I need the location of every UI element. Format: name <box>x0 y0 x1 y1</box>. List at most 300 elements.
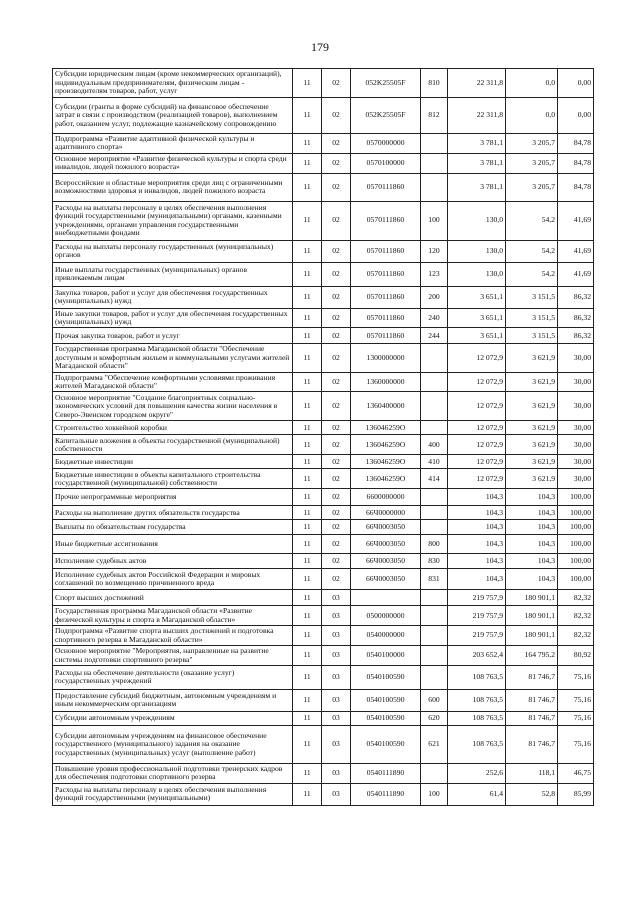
table-cell-expense-type: 831 <box>421 569 448 590</box>
table-cell-planned: 61,4 <box>448 783 506 805</box>
table-cell-expense-type <box>421 134 448 154</box>
table-cell-name: Строительство хоккейной коробки <box>53 421 293 435</box>
table-cell-expense-type: 200 <box>421 286 448 308</box>
table-cell-subsection: 02 <box>322 286 351 308</box>
table-cell-planned: 3 781,1 <box>448 134 506 154</box>
table-cell-subsection: 02 <box>322 201 351 240</box>
table-cell-executed: 180 901,1 <box>506 590 558 606</box>
table-cell-name: Иные закупки товаров, работ и услуг для обеспечения государственных (муниципальных) нужд <box>53 308 293 328</box>
table-cell-subsection: 03 <box>322 783 351 805</box>
table-cell-name: Подпрограмма "Обеспечение комфортными условиями проживания жителей Магаданской области" <box>53 372 293 392</box>
table-cell-target-article: 0570100000 <box>351 153 421 173</box>
table-cell-percent: 0,00 <box>558 98 594 134</box>
table-cell-name: Всероссийские и областные мероприятия среди лиц с ограниченными возможностями здоровья и инвалидов, людей пожилого возраста <box>53 173 293 201</box>
table-row <box>53 328 594 344</box>
table-cell-executed: 3 621,9 <box>506 455 558 469</box>
table-cell-target-article: 0540100590 <box>351 665 421 689</box>
table-cell-target-article: 136046259О <box>351 455 421 469</box>
table-row <box>53 173 594 201</box>
table-cell-section: 11 <box>293 535 322 554</box>
table-cell-percent: 30,00 <box>558 455 594 469</box>
table-cell-percent: 41,69 <box>558 201 594 240</box>
table-cell-executed: 104,3 <box>506 520 558 535</box>
table-cell-planned: 219 757,9 <box>448 590 506 606</box>
table-cell-planned: 22 311,8 <box>448 98 506 134</box>
table-cell-executed: 81 746,7 <box>506 689 558 711</box>
table-cell-name: Субсидии юридическим лицам (кроме некоммерческих организаций), индивидуальным предпринимателям, физическим лицам - производителям товаров, работ, услуг <box>53 69 293 98</box>
table-cell-planned: 130,0 <box>448 240 506 262</box>
table-cell-expense-type <box>421 421 448 435</box>
table-cell-target-article: 0500000000 <box>351 606 421 626</box>
table-cell-name: Исполнение судебных актов Российской Федерации и мировых соглашений по возмещению причиненного вреда <box>53 569 293 590</box>
table-row <box>53 98 594 134</box>
table-cell-target-article: 0540100590 <box>351 725 421 763</box>
table-cell-executed: 3 151,5 <box>506 308 558 328</box>
table-cell-planned: 3 651,1 <box>448 328 506 344</box>
table-cell-name: Подпрограмма «Развитие адаптивной физической культуры и адаптивного спорта» <box>53 134 293 154</box>
table-row <box>53 489 594 506</box>
table-cell-executed: 104,3 <box>506 506 558 520</box>
table-cell-subsection: 02 <box>322 134 351 154</box>
table-cell-subsection: 02 <box>322 392 351 421</box>
table-cell-section: 11 <box>293 435 322 455</box>
table-cell-percent: 82,32 <box>558 626 594 646</box>
table-cell-percent: 86,32 <box>558 328 594 344</box>
table-cell-executed: 3 151,5 <box>506 328 558 344</box>
table-cell-section: 11 <box>293 763 322 783</box>
table-cell-expense-type: 600 <box>421 689 448 711</box>
table-row <box>53 783 594 805</box>
table-cell-percent: 30,00 <box>558 469 594 489</box>
table-row <box>53 626 594 646</box>
table-cell-expense-type: 100 <box>421 201 448 240</box>
table-cell-expense-type <box>421 392 448 421</box>
table-cell-planned: 3 781,1 <box>448 173 506 201</box>
table-cell-section: 11 <box>293 344 322 372</box>
table-cell-percent: 30,00 <box>558 421 594 435</box>
table-cell-planned: 104,3 <box>448 520 506 535</box>
table-cell-executed: 0,0 <box>506 69 558 98</box>
table-row <box>53 469 594 489</box>
table-cell-percent: 30,00 <box>558 392 594 421</box>
table-cell-section: 11 <box>293 328 322 344</box>
table-cell-name: Бюджетные инвестиции <box>53 455 293 469</box>
table-cell-subsection: 02 <box>322 173 351 201</box>
table-row <box>53 392 594 421</box>
table-cell-subsection: 03 <box>322 665 351 689</box>
table-row <box>53 535 594 554</box>
table-cell-target-article: 136046259О <box>351 421 421 435</box>
table-cell-section: 11 <box>293 240 322 262</box>
table-cell-target-article: 66Ч0000000 <box>351 506 421 520</box>
table-cell-name: Основное мероприятие "Мероприятия, направленные на развитие системы подготовки спортивного резерва" <box>53 646 293 666</box>
table-cell-target-article: 0570000000 <box>351 134 421 154</box>
table-row <box>53 506 594 520</box>
table-cell-executed: 3 621,9 <box>506 392 558 421</box>
table-cell-percent: 84,78 <box>558 153 594 173</box>
table-cell-name: Прочие непрограммные мероприятия <box>53 489 293 506</box>
table-cell-section: 11 <box>293 725 322 763</box>
table-row <box>53 201 594 240</box>
table-cell-executed: 81 746,7 <box>506 711 558 725</box>
table-cell-target-article: 1300000000 <box>351 344 421 372</box>
table-row <box>53 646 594 666</box>
table-cell-expense-type: 400 <box>421 435 448 455</box>
table-cell-name: Субсидии автономным учреждениям на финансовое обеспечение государственного (муниципального) задания на оказание государственных (муниципальных) услуг (выполнение работ) <box>53 725 293 763</box>
table-row <box>53 262 594 286</box>
table-cell-subsection: 02 <box>322 469 351 489</box>
table-cell-section: 11 <box>293 783 322 805</box>
table-cell-target-article: 0570111860 <box>351 240 421 262</box>
table-cell-executed: 3 205,7 <box>506 153 558 173</box>
table-cell-planned: 104,3 <box>448 535 506 554</box>
table-cell-expense-type <box>421 489 448 506</box>
table-cell-name: Спорт высших достижений <box>53 590 293 606</box>
table-cell-subsection: 02 <box>322 489 351 506</box>
table-cell-percent: 30,00 <box>558 435 594 455</box>
table-cell-planned: 252,6 <box>448 763 506 783</box>
table-cell-section: 11 <box>293 372 322 392</box>
table-cell-section: 11 <box>293 646 322 666</box>
table-cell-percent: 75,16 <box>558 689 594 711</box>
table-row <box>53 134 594 154</box>
table-cell-percent: 0,00 <box>558 69 594 98</box>
table-cell-percent: 80,92 <box>558 646 594 666</box>
table-cell-name: Расходы на выплаты персоналу в целях обеспечения выполнения функций государственными (муниципальными) <box>53 783 293 805</box>
table-cell-executed: 180 901,1 <box>506 606 558 626</box>
table-cell-section: 11 <box>293 554 322 569</box>
table-cell-name: Субсидии (гранты в форме субсидий) на финансовое обеспечение затрат в связи с производством (реализацией товаров), выполнением работ, оказанием услуг, подлежащие казначейскому сопровождению <box>53 98 293 134</box>
table-cell-percent: 41,69 <box>558 262 594 286</box>
table-cell-name: Выплаты по обязательствам государства <box>53 520 293 535</box>
table-cell-target-article: 1360000000 <box>351 372 421 392</box>
table-cell-target-article: 0570111860 <box>351 201 421 240</box>
table-cell-target-article: 0540000000 <box>351 626 421 646</box>
table-cell-planned: 108 763,5 <box>448 711 506 725</box>
table-cell-planned: 203 652,4 <box>448 646 506 666</box>
table-cell-executed: 3 151,5 <box>506 286 558 308</box>
table-cell-percent: 84,78 <box>558 173 594 201</box>
table-cell-percent: 46,75 <box>558 763 594 783</box>
table-row <box>53 665 594 689</box>
table-cell-name: Исполнение судебных актов <box>53 554 293 569</box>
table-cell-section: 11 <box>293 173 322 201</box>
table-cell-target-article: 0540111890 <box>351 783 421 805</box>
table-cell-planned: 3 781,1 <box>448 153 506 173</box>
table-cell-percent: 100,00 <box>558 569 594 590</box>
table-cell-executed: 104,3 <box>506 554 558 569</box>
table-cell-executed: 104,3 <box>506 535 558 554</box>
table-cell-target-article: 0540111890 <box>351 763 421 783</box>
table-cell-expense-type: 621 <box>421 725 448 763</box>
table-row <box>53 240 594 262</box>
table-cell-executed: 3 621,9 <box>506 344 558 372</box>
table-cell-expense-type <box>421 646 448 666</box>
table-cell-name: Бюджетные инвестиции в объекты капитального строительства государственной (муниципальной) собственности <box>53 469 293 489</box>
table-cell-expense-type: 240 <box>421 308 448 328</box>
table-cell-subsection: 02 <box>322 455 351 469</box>
table-cell-planned: 12 072,9 <box>448 469 506 489</box>
table-cell-subsection: 03 <box>322 606 351 626</box>
table-cell-planned: 12 072,9 <box>448 435 506 455</box>
table-cell-percent: 41,69 <box>558 240 594 262</box>
table-cell-target-article: 66Ч0003050 <box>351 554 421 569</box>
table-cell-planned: 104,3 <box>448 489 506 506</box>
table-cell-planned: 22 311,8 <box>448 69 506 98</box>
table-cell-section: 11 <box>293 134 322 154</box>
table-cell-section: 11 <box>293 286 322 308</box>
table-cell-name: Государственная программа Магаданской области "Обеспечение доступным и комфортным жильем и коммунальными услугами жителей Магаданской области" <box>53 344 293 372</box>
table-cell-executed: 54,2 <box>506 240 558 262</box>
table-cell-planned: 12 072,9 <box>448 372 506 392</box>
table-cell-expense-type <box>421 153 448 173</box>
table-cell-executed: 3 621,9 <box>506 421 558 435</box>
table-cell-target-article: 0570111860 <box>351 286 421 308</box>
budget-table <box>52 68 594 806</box>
table-cell-expense-type <box>421 372 448 392</box>
table-cell-percent: 75,16 <box>558 711 594 725</box>
table-cell-subsection: 02 <box>322 308 351 328</box>
table-cell-subsection: 02 <box>322 535 351 554</box>
table-cell-section: 11 <box>293 665 322 689</box>
table-row <box>53 689 594 711</box>
table-cell-subsection: 02 <box>322 69 351 98</box>
page-number: 179 <box>311 40 329 54</box>
table-cell-percent: 86,32 <box>558 286 594 308</box>
table-cell-percent: 86,32 <box>558 308 594 328</box>
table-cell-subsection: 03 <box>322 689 351 711</box>
table-cell-target-article: 0570111860 <box>351 308 421 328</box>
table-cell-subsection: 02 <box>322 506 351 520</box>
table-cell-planned: 219 757,9 <box>448 606 506 626</box>
table-cell-name: Капитальные вложения в объекты государственной (муниципальной) собственности <box>53 435 293 455</box>
table-cell-expense-type: 410 <box>421 455 448 469</box>
table-cell-expense-type: 123 <box>421 262 448 286</box>
table-row <box>53 569 594 590</box>
table-cell-name: Основное мероприятие "Создание благоприятных социально-экономических условий для повышения качества жизни населения в Северо-Эвенском городском округе" <box>53 392 293 421</box>
table-cell-expense-type: 620 <box>421 711 448 725</box>
table-cell-planned: 108 763,5 <box>448 689 506 711</box>
table-cell-section: 11 <box>293 455 322 469</box>
table-cell-expense-type: 100 <box>421 783 448 805</box>
table-row <box>53 763 594 783</box>
table-cell-planned: 12 072,9 <box>448 344 506 372</box>
table-cell-executed: 118,1 <box>506 763 558 783</box>
table-cell-expense-type: 414 <box>421 469 448 489</box>
table-cell-subsection: 02 <box>322 421 351 435</box>
table-cell-planned: 108 763,5 <box>448 725 506 763</box>
table-cell-subsection: 03 <box>322 590 351 606</box>
table-cell-percent: 100,00 <box>558 535 594 554</box>
table-row <box>53 153 594 173</box>
table-cell-name: Иные выплаты государственных (муниципальных) органов привлекаемым лицам <box>53 262 293 286</box>
table-cell-target-article: 0570111860 <box>351 328 421 344</box>
table-row <box>53 554 594 569</box>
table-cell-name: Субсидии автономным учреждениям <box>53 711 293 725</box>
table-cell-executed: 3 621,9 <box>506 372 558 392</box>
table-cell-section: 11 <box>293 606 322 626</box>
table-cell-section: 11 <box>293 689 322 711</box>
table-cell-subsection: 02 <box>322 153 351 173</box>
table-row <box>53 308 594 328</box>
table-row <box>53 69 594 98</box>
table-cell-target-article: 6600000000 <box>351 489 421 506</box>
table-cell-subsection: 02 <box>322 328 351 344</box>
table-cell-percent: 100,00 <box>558 554 594 569</box>
table-cell-executed: 54,2 <box>506 201 558 240</box>
table-cell-executed: 54,2 <box>506 262 558 286</box>
table-cell-percent: 75,16 <box>558 665 594 689</box>
table-cell-expense-type: 812 <box>421 98 448 134</box>
table-cell-subsection: 02 <box>322 262 351 286</box>
table-cell-percent: 75,16 <box>558 725 594 763</box>
table-cell-subsection: 03 <box>322 626 351 646</box>
table-cell-executed: 3 205,7 <box>506 134 558 154</box>
table-cell-executed: 164 795,2 <box>506 646 558 666</box>
table-cell-subsection: 03 <box>322 711 351 725</box>
table-cell-subsection: 02 <box>322 98 351 134</box>
table-cell-section: 11 <box>293 421 322 435</box>
table-cell-section: 11 <box>293 201 322 240</box>
table-cell-expense-type <box>421 763 448 783</box>
table-cell-name: Государственная программа Магаданской области «Развитие физической культуры и спорта в Магаданской области» <box>53 606 293 626</box>
table-cell-target-article: 052K25505F <box>351 98 421 134</box>
table-cell-subsection: 02 <box>322 372 351 392</box>
table-row <box>53 286 594 308</box>
table-cell-subsection: 02 <box>322 520 351 535</box>
table-cell-executed: 104,3 <box>506 489 558 506</box>
table-cell-target-article: 66Ч0003050 <box>351 535 421 554</box>
table-cell-section: 11 <box>293 590 322 606</box>
table-cell-expense-type <box>421 606 448 626</box>
table-cell-subsection: 03 <box>322 725 351 763</box>
table-cell-percent: 82,32 <box>558 606 594 626</box>
table-cell-executed: 104,3 <box>506 569 558 590</box>
table-cell-planned: 12 072,9 <box>448 392 506 421</box>
table-cell-planned: 3 651,1 <box>448 308 506 328</box>
table-row <box>53 372 594 392</box>
table-cell-target-article: 0540100590 <box>351 689 421 711</box>
table-row <box>53 606 594 626</box>
table-cell-section: 11 <box>293 98 322 134</box>
table-cell-subsection: 03 <box>322 763 351 783</box>
table-cell-name: Расходы на выполнение других обязательств государства <box>53 506 293 520</box>
table-cell-target-article: 052K25505F <box>351 69 421 98</box>
table-cell-name: Расходы на выплаты персоналу государственных (муниципальных) органов <box>53 240 293 262</box>
table-cell-expense-type: 800 <box>421 535 448 554</box>
table-cell-target-article: 0540100000 <box>351 646 421 666</box>
table-cell-executed: 3 621,9 <box>506 435 558 455</box>
table-cell-target-article: 0570111860 <box>351 173 421 201</box>
table-cell-section: 11 <box>293 392 322 421</box>
table-cell-percent: 100,00 <box>558 506 594 520</box>
table-cell-section: 11 <box>293 308 322 328</box>
table-cell-name: Повышение уровня профессиональной подготовки тренерских кадров для обеспечения подготовки спортивного резерва <box>53 763 293 783</box>
table-cell-section: 11 <box>293 711 322 725</box>
table-cell-planned: 130,0 <box>448 201 506 240</box>
table-cell-percent: 85,99 <box>558 783 594 805</box>
table-cell-percent: 100,00 <box>558 520 594 535</box>
table-cell-name: Расходы на обеспечение деятельности (оказание услуг) государственных учреждений <box>53 665 293 689</box>
table-row <box>53 344 594 372</box>
table-cell-name: Подпрограмма «Развитие спорта высших достижений и подготовка спортивного резерва в Магаданской области» <box>53 626 293 646</box>
table-cell-planned: 12 072,9 <box>448 455 506 469</box>
table-cell-planned: 104,3 <box>448 569 506 590</box>
table-cell-section: 11 <box>293 489 322 506</box>
table-cell-target-article: 136046259О <box>351 469 421 489</box>
table-cell-subsection: 03 <box>322 646 351 666</box>
table-cell-percent: 30,00 <box>558 372 594 392</box>
table-cell-section: 11 <box>293 506 322 520</box>
table-cell-expense-type: 244 <box>421 328 448 344</box>
table-cell-name: Прочая закупка товаров, работ и услуг <box>53 328 293 344</box>
table-cell-planned: 3 651,1 <box>448 286 506 308</box>
table-cell-planned: 12 072,9 <box>448 421 506 435</box>
table-cell-subsection: 02 <box>322 344 351 372</box>
table-cell-executed: 3 621,9 <box>506 469 558 489</box>
table-cell-section: 11 <box>293 469 322 489</box>
table-cell-percent: 100,00 <box>558 489 594 506</box>
table-cell-name: Предоставление субсидий бюджетным, автономным учреждениям и иным некоммерческим организациям <box>53 689 293 711</box>
table-cell-target-article: 136046259О <box>351 435 421 455</box>
table-cell-executed: 180 901,1 <box>506 626 558 646</box>
table-cell-section: 11 <box>293 69 322 98</box>
table-cell-planned: 108 763,5 <box>448 665 506 689</box>
table-cell-name: Иные бюджетные ассигнования <box>53 535 293 554</box>
table-cell-planned: 219 757,9 <box>448 626 506 646</box>
table-row <box>53 520 594 535</box>
table-cell-expense-type: 120 <box>421 240 448 262</box>
table-cell-expense-type <box>421 665 448 689</box>
table-cell-target-article: 66Ч0003050 <box>351 520 421 535</box>
table-cell-name: Закупка товаров, работ и услуг для обеспечения государственных (муниципальных) нужд <box>53 286 293 308</box>
table-cell-expense-type <box>421 344 448 372</box>
table-cell-subsection: 02 <box>322 554 351 569</box>
table-row <box>53 590 594 606</box>
table-cell-executed: 81 746,7 <box>506 725 558 763</box>
table-cell-executed: 81 746,7 <box>506 665 558 689</box>
table-cell-subsection: 02 <box>322 435 351 455</box>
table-cell-subsection: 02 <box>322 240 351 262</box>
table-cell-target-article: 1360400000 <box>351 392 421 421</box>
table-cell-target-article <box>351 590 421 606</box>
table-cell-name: Основное мероприятие «Развитие физической культуры и спорта среди инвалидов, людей пожилого возраста» <box>53 153 293 173</box>
table-cell-expense-type <box>421 520 448 535</box>
table-cell-expense-type <box>421 590 448 606</box>
table-cell-name: Расходы на выплаты персоналу в целях обеспечения выполнения функций государственными (муниципальными) органами, казенными учреждениями, органами управления государственными внебюджетными фондами <box>53 201 293 240</box>
table-cell-planned: 104,3 <box>448 554 506 569</box>
table-cell-planned: 104,3 <box>448 506 506 520</box>
table-cell-section: 11 <box>293 626 322 646</box>
table-cell-expense-type: 830 <box>421 554 448 569</box>
table-cell-section: 11 <box>293 569 322 590</box>
table-cell-executed: 52,8 <box>506 783 558 805</box>
table-row <box>53 455 594 469</box>
table-cell-executed: 3 205,7 <box>506 173 558 201</box>
table-row <box>53 421 594 435</box>
table-cell-percent: 84,78 <box>558 134 594 154</box>
table-cell-expense-type <box>421 173 448 201</box>
table-cell-target-article: 0570111860 <box>351 262 421 286</box>
table-cell-planned: 130,0 <box>448 262 506 286</box>
table-cell-expense-type <box>421 506 448 520</box>
table-row <box>53 435 594 455</box>
table-row <box>53 725 594 763</box>
table-cell-percent: 82,32 <box>558 590 594 606</box>
table-row <box>53 711 594 725</box>
table-cell-percent: 30,00 <box>558 344 594 372</box>
table-cell-executed: 0,0 <box>506 98 558 134</box>
